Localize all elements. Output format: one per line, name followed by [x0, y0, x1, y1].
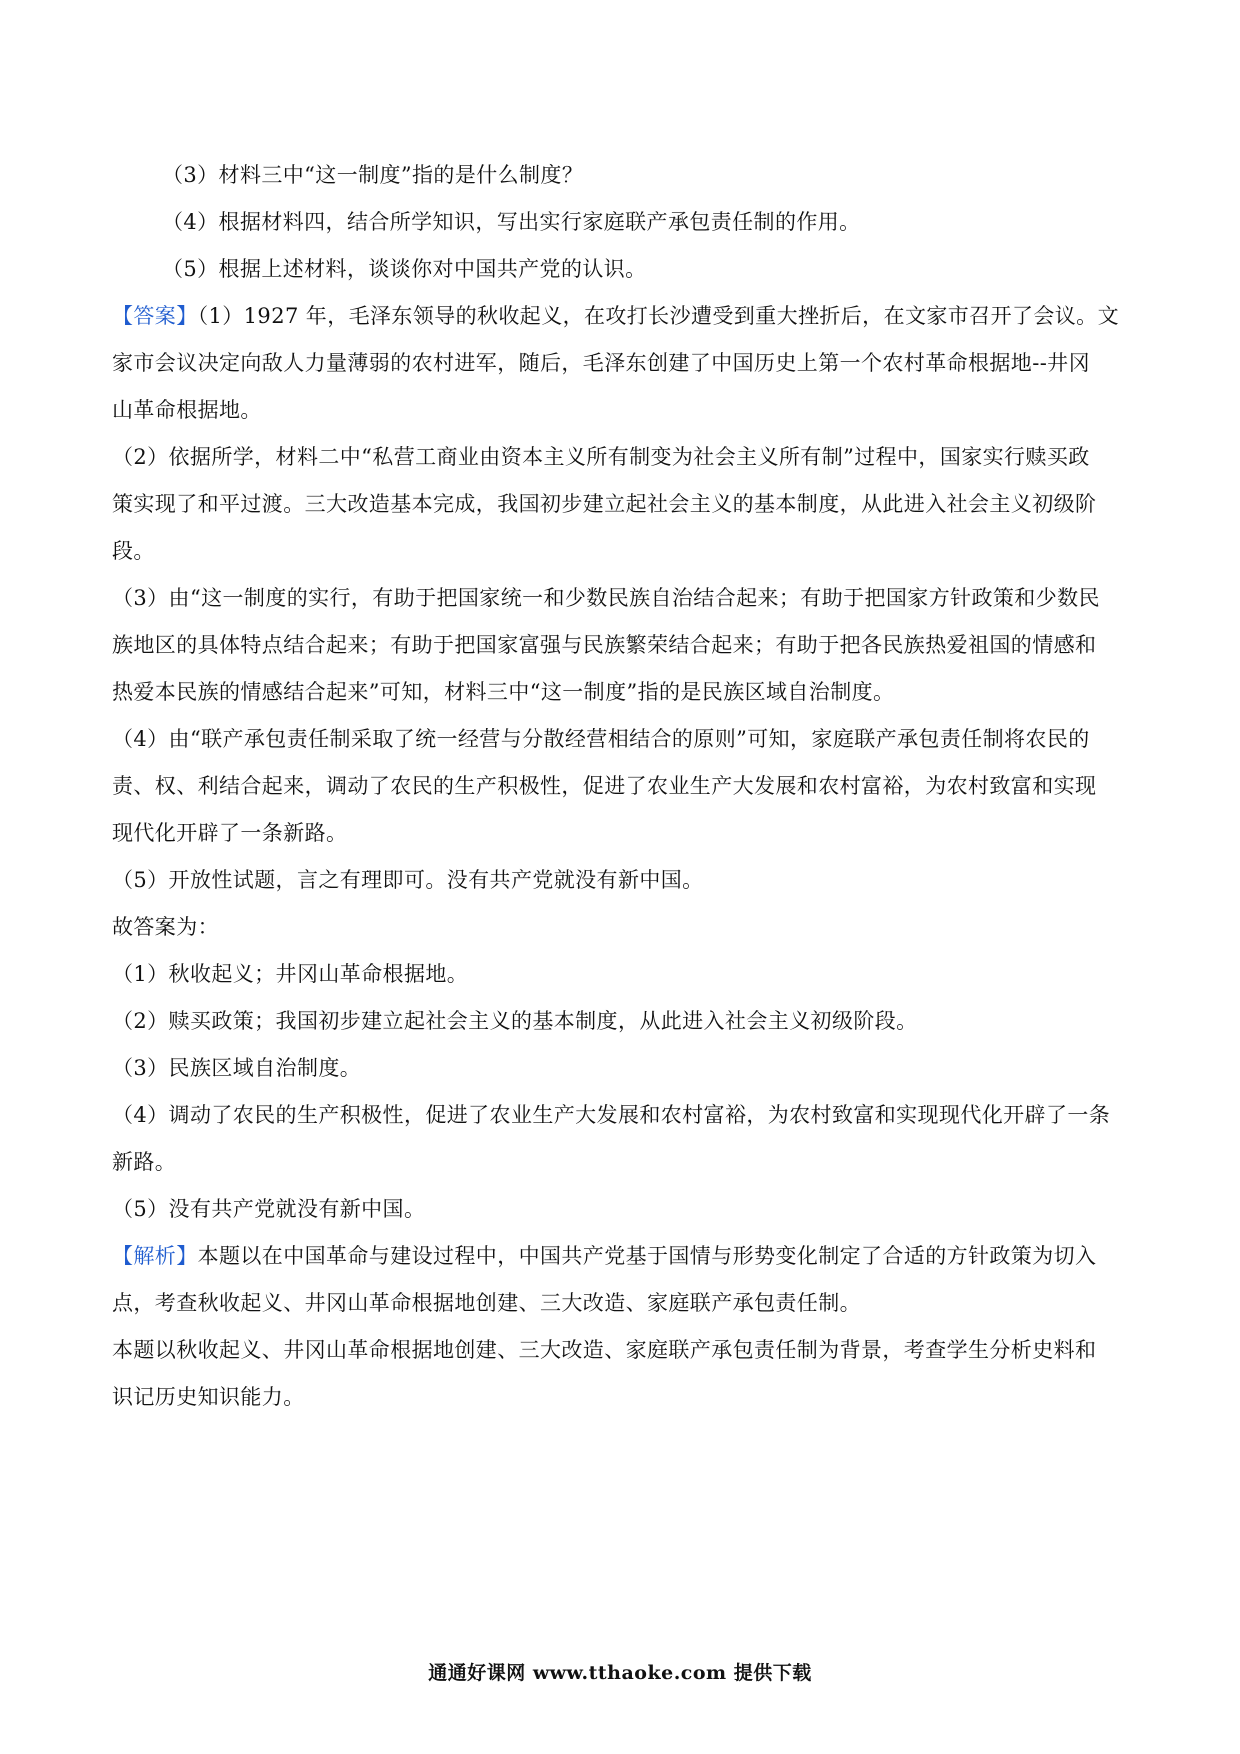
analysis-line: 本题以在中国革命与建设过程中，中国共产党基于国情与形势变化制定了合适的方针政策为切入 [197, 1244, 1097, 1268]
summary-3: （3）民族区域自治制度。 [112, 1056, 362, 1080]
answer-line: 热爱本民族的情感结合起来”可知，材料三中“这一制度”指的是民族区域自治制度。 [112, 680, 895, 704]
answer-part-4 [112, 716, 1132, 857]
analysis-line: 点，考查秋收起义、井冈山革命根据地创建、三大改造、家庭联产承包责任制。 [112, 1291, 861, 1315]
analysis-line: 本题以秋收起义、井冈山革命根据地创建、三大改造、家庭联产承包责任制为背景，考查学生分析史料和 [112, 1338, 1097, 1362]
answer-line: 族地区的具体特点结合起来；有助于把国家富强与民族繁荣结合起来；有助于把各民族热爱祖国的情感和 [112, 633, 1097, 657]
analysis-part-1 [112, 1233, 1132, 1327]
answer-line: 责、权、利结合起来，调动了农民的生产积极性，促进了农业生产大发展和农村富裕，为农村致富和实现 [112, 774, 1097, 798]
summary-4 [112, 1092, 1132, 1186]
summary-line: 新路。 [112, 1150, 177, 1174]
summary-2: （2）赎买政策；我国初步建立起社会主义的基本制度，从此进入社会主义初级阶段。 [112, 1009, 918, 1033]
analysis-tag: 【解析】 [112, 1244, 198, 1268]
page-footer: 通通好课网 www.tthaoke.com 提供下载 [428, 1662, 812, 1684]
answer-line: （3）由“这一制度的实行，有助于把国家统一和少数民族自治结合起来；有助于把国家方针政策和少数民 [112, 586, 1100, 610]
answer-line: 策实现了和平过渡。三大改造基本完成，我国初步建立起社会主义的基本制度，从此进入社会主义初级阶 [112, 492, 1097, 516]
analysis-line: 识记历史知识能力。 [112, 1385, 305, 1409]
answer-line: （2）依据所学，材料二中“私营工商业由资本主义所有制变为社会主义所有制”过程中，国家实行赎买政 [112, 445, 1090, 469]
answer-line: 段。 [112, 539, 155, 563]
answer-part-5: （5）开放性试题，言之有理即可。没有共产党就没有新中国。 [112, 868, 704, 892]
question-4: （4）根据材料四，结合所学知识，写出实行家庭联产承包责任制的作用。 [162, 210, 861, 234]
question-5: （5）根据上述材料，谈谈你对中国共产党的认识。 [162, 257, 647, 281]
answer-line: 现代化开辟了一条新路。 [112, 821, 348, 845]
answer-part-1 [112, 293, 1132, 434]
answer-line: （1）1927 年，毛泽东领导的秋收起义，在攻打长沙遭受到重大挫折后，在文家市召开了会议。文 [197, 304, 1119, 328]
analysis-part-2 [112, 1327, 1132, 1421]
answer-line: 家市会议决定向敌人力量薄弱的农村进军，随后，毛泽东创建了中国历史上第一个农村革命根据地--井冈 [112, 351, 1090, 375]
answer-part-2 [112, 434, 1132, 575]
summary-title: 故答案为： [112, 915, 219, 939]
answer-part-3 [112, 575, 1132, 716]
answer-tag: 【答案】 [112, 304, 198, 328]
document-body [112, 152, 1132, 1421]
question-3: （3）材料三中“这一制度”指的是什么制度？ [162, 163, 584, 187]
answer-line: （4）由“联产承包责任制采取了统一经营与分散经营相结合的原则”可知，家庭联产承包责任制将农民的 [112, 727, 1090, 751]
answer-line: 山革命根据地。 [112, 398, 262, 422]
summary-5: （5）没有共产党就没有新中国。 [112, 1197, 426, 1221]
summary-1: （1）秋收起义；井冈山革命根据地。 [112, 962, 469, 986]
summary-line: （4）调动了农民的生产积极性，促进了农业生产大发展和农村富裕，为农村致富和实现现代化开辟了一条 [112, 1103, 1111, 1127]
